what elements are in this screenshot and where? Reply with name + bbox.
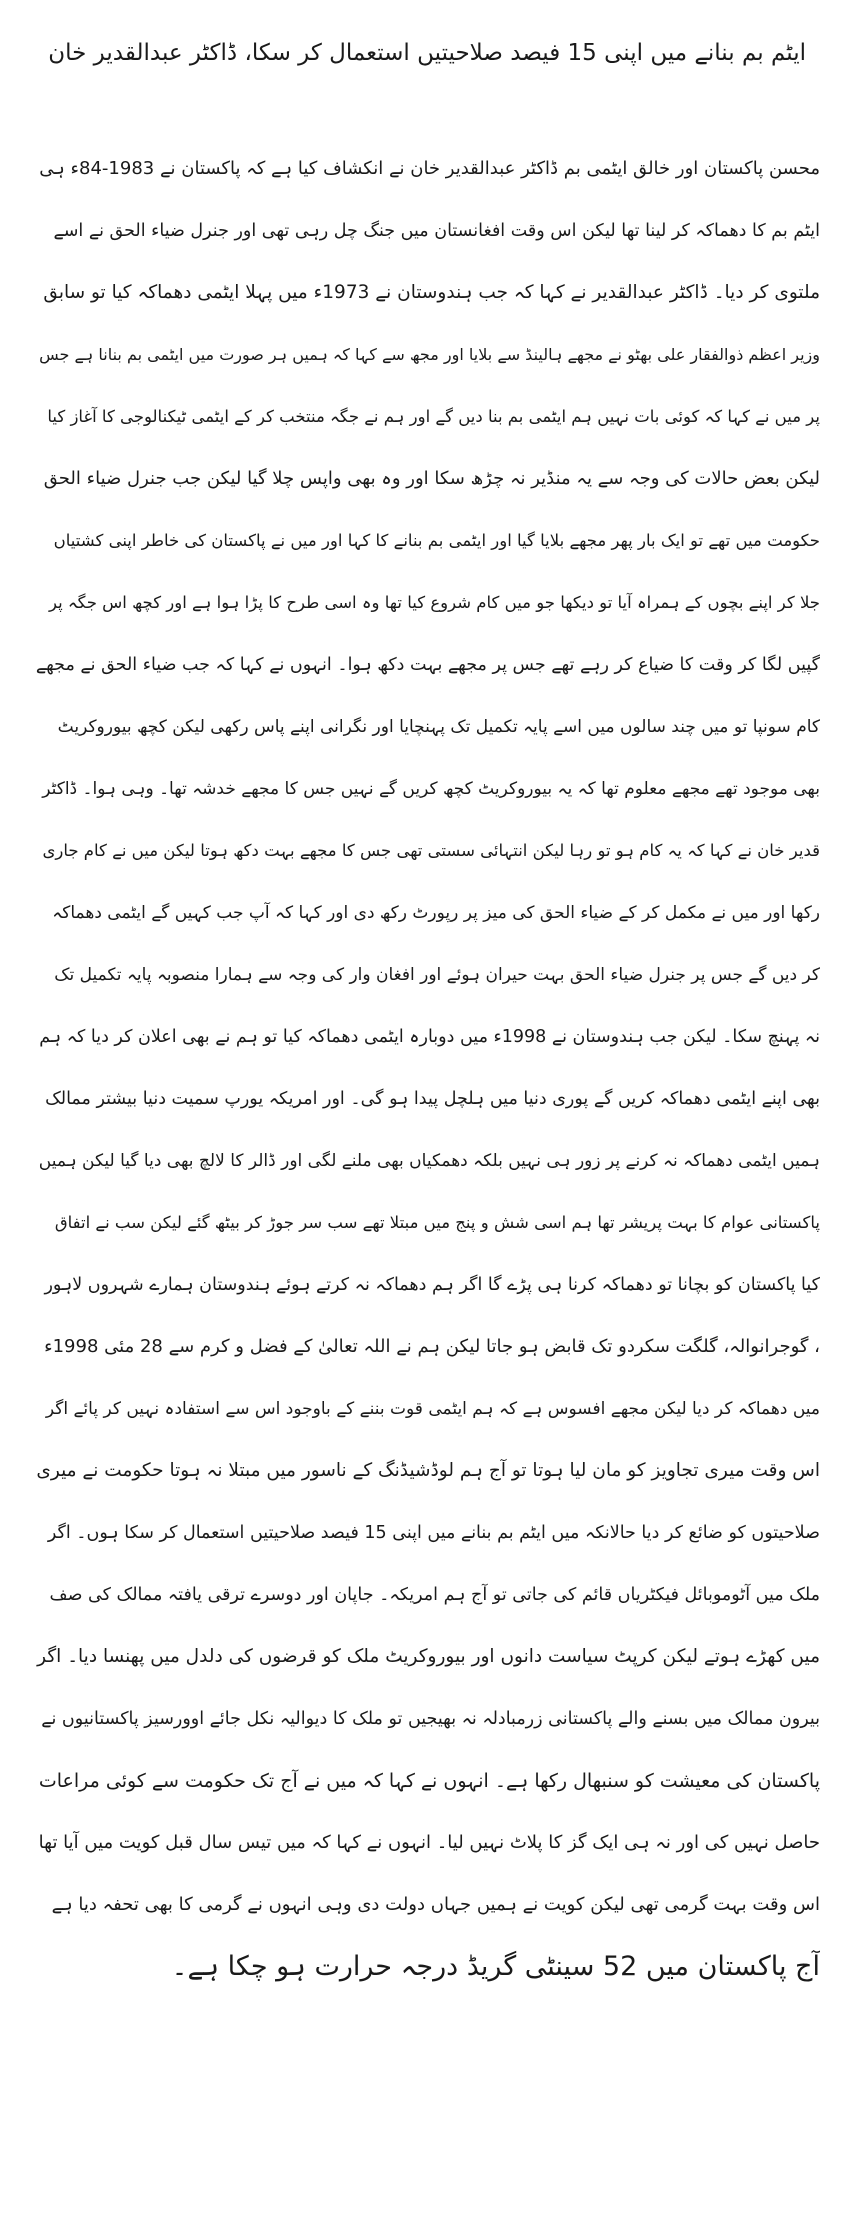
article-line: اس وقت میری تجاویز کو مان لیا ہوتا تو آج ہم لوڈشیڈنگ کے ناسور میں مبتلا نہ ہوتا حکومت نے میری xyxy=(36,1460,820,1481)
article-line: ، گوجرانوالہ، گلگت سکردو تک قابض ہو جاتا لیکن ہم نے اللہ تعالیٰ کے فضل و کرم سے 28 مئی 1998ء xyxy=(44,1336,820,1357)
article-line: لیکن بعض حالات کی وجہ سے یہ منڈیر نہ چڑھ سکا اور وہ بھی واپس چلا گیا لیکن جب جنرل ضیاء الحق xyxy=(43,468,820,489)
article-line: کر دیں گے جس پر جنرل ضیاء الحق بہت حیران ہوئے اور افغان وار کی وجہ سے ہمارا منصوبہ پایہ تکمیل تک xyxy=(54,965,820,985)
article-line: میں دھماکہ کر دیا لیکن مجھے افسوس ہے کہ ہم ایٹمی قوت بننے کے باوجود اس سے استفادہ نہیں کر پائے اگر xyxy=(45,1399,820,1419)
article-line: بھی اپنے ایٹمی دھماکہ کریں گے پوری دنیا میں ہلچل پیدا ہو گی۔ اور امریکہ یورپ سمیت دنیا بیشتر ممالک xyxy=(45,1089,820,1109)
article-line: وزیر اعظم ذوالفقار علی بھٹو نے مجھے ہالینڈ سے بلایا اور مجھ سے کہا کہ ہمیں ہر صورت میں ایٹمی بم بنانا ہے جس xyxy=(39,345,820,364)
article-line: آج پاکستان میں 52 سینٹی گریڈ درجہ حرارت ہو چکا ہے۔ xyxy=(171,1951,820,1982)
article-line: پاکستانی عوام کا بہت پریشر تھا ہم اسی شش و پنج میں مبتلا تھے سب سر جوڑ کر بیٹھ گئے لیکن سب نے اتفاق xyxy=(54,1213,820,1232)
article-line: پاکستان کی معیشت کو سنبھال رکھا ہے۔ انہوں نے کہا کہ میں نے آج تک حکومت سے کوئی مراعات xyxy=(38,1770,820,1792)
article-body xyxy=(36,138,820,1998)
article-line: صلاحیتوں کو ضائع کر دیا حالانکہ میں ایٹم بم بنانے میں اپنی 15 فیصد صلاحیتیں استعمال کر سکا ہوں۔ اگر xyxy=(47,1523,820,1543)
article-line: نہ پہنچ سکا۔ لیکن جب ہندوستان نے 1998ء میں دوبارہ ایٹمی دھماکہ کیا تو ہم نے بھی اعلان کر دیا کہ ہم xyxy=(39,1027,820,1047)
article-line: میں کھڑے ہوتے لیکن کرپٹ سیاست دانوں اور بیوروکریٹ ملک کو قرضوں کی دلدل میں پھنسا دیا۔ اگر xyxy=(37,1646,820,1667)
article-line: اس وقت بہت گرمی تھی لیکن کویت نے ہمیں جہاں دولت دی وہی انہوں نے گرمی کا بھی تحفہ دیا ہے xyxy=(51,1894,820,1915)
article-line: محسن پاکستان اور خالق ایٹمی بم ڈاکٹر عبدالقدیر خان نے انکشاف کیا ہے کہ پاکستان نے 1983-84ء ہی xyxy=(39,158,820,179)
article-line: بیرون ممالک میں بسنے والے پاکستانی زرمبادلہ نہ بھیجیں تو ملک کا دیوالیہ نکل جائے اوورسیز پاکستانیوں نے xyxy=(41,1709,820,1729)
article-line: گپیں لگا کر وقت کا ضیاع کر رہے تھے جس پر مجھے بہت دکھ ہوا۔ انہوں نے کہا کہ جب ضیاء الحق نے مجھے xyxy=(36,655,820,675)
article-headline: ایٹم بم بنانے میں اپنی 15 فیصد صلاحیتیں استعمال کر سکا، ڈاکٹر عبدالقدیر خان xyxy=(48,40,806,66)
article-line: ایٹم بم کا دھماکہ کر لینا تھا لیکن اس وقت افغانستان میں جنگ چل رہی تھی اور جنرل ضیاء الحق نے اسے xyxy=(53,221,820,241)
article-line: پر میں نے کہا کہ کوئی بات نہیں ہم ایٹمی بم بنا دیں گے اور ہم نے جگہ منتخب کر کے ایٹمی ٹیکنالوجی کا آغاز کیا xyxy=(47,407,820,426)
article-line: حکومت میں تھے تو ایک بار پھر مجھے بلایا گیا اور ایٹمی بم بنانے کا کہا اور میں نے پاکستان کی خاطر اپنی کشتیاں xyxy=(53,531,820,550)
article-line: قدیر خان نے کہا کہ یہ کام ہو تو رہا لیکن انتہائی سستی تھی جس کا مجھے بہت دکھ ہوتا لیکن میں نے کام جاری xyxy=(42,841,820,860)
article-line: کیا پاکستان کو بچانا تو دھماکہ کرنا ہی پڑے گا اگر ہم دھماکہ نہ کرتے ہوئے ہندوستان ہمارے شہروں لاہور xyxy=(44,1275,820,1295)
article-line: بھی موجود تھے مجھے معلوم تھا کہ یہ بیوروکریٹ کچھ کریں گے نہیں جس کا مجھے خدشہ تھا۔ وہی ہوا۔ ڈاکٹر xyxy=(42,779,820,799)
article-line: ہمیں ایٹمی دھماکہ نہ کرنے پر زور ہی نہیں بلکہ دھمکیاں بھی ملنے لگی اور ڈالر کا لالچ بھی دیا گیا لیکن ہمیں xyxy=(38,1151,820,1171)
article-line: ملک میں آٹوموبائل فیکٹریاں قائم کی جاتی تو آج ہم امریکہ۔ جاپان اور دوسرے ترقی یافتہ ممالک کی صف xyxy=(49,1585,820,1605)
article-line: حاصل نہیں کی اور نہ ہی ایک گز کا پلاٹ نہیں لیا۔ انہوں نے کہا کہ میں تیس سال قبل کویت میں آیا تھا xyxy=(38,1832,820,1853)
article-line: رکھا اور میں نے مکمل کر کے ضیاء الحق کی میز پر رپورٹ رکھ دی اور کہا کہ آپ جب کہیں گے ایٹمی دھماکہ xyxy=(52,903,820,923)
article-line: ملتوی کر دیا۔ ڈاکٹر عبدالقدیر نے کہا کہ جب ہندوستان نے 1973ء میں پہلا ایٹمی دھماکہ کیا تو سابق xyxy=(43,282,820,303)
article-line: جلا کر اپنے بچوں کے ہمراہ آیا تو دیکھا جو میں کام شروع کیا تھا وہ اسی طرح کا پڑا ہوا ہے اور کچھ اس جگہ پر xyxy=(48,593,820,612)
article-line: کام سونپا تو میں چند سالوں میں اسے پایہ تکمیل تک پہنچایا اور نگرانی اپنے پاس رکھی لیکن کچھ بیوروکریٹ xyxy=(57,717,820,737)
